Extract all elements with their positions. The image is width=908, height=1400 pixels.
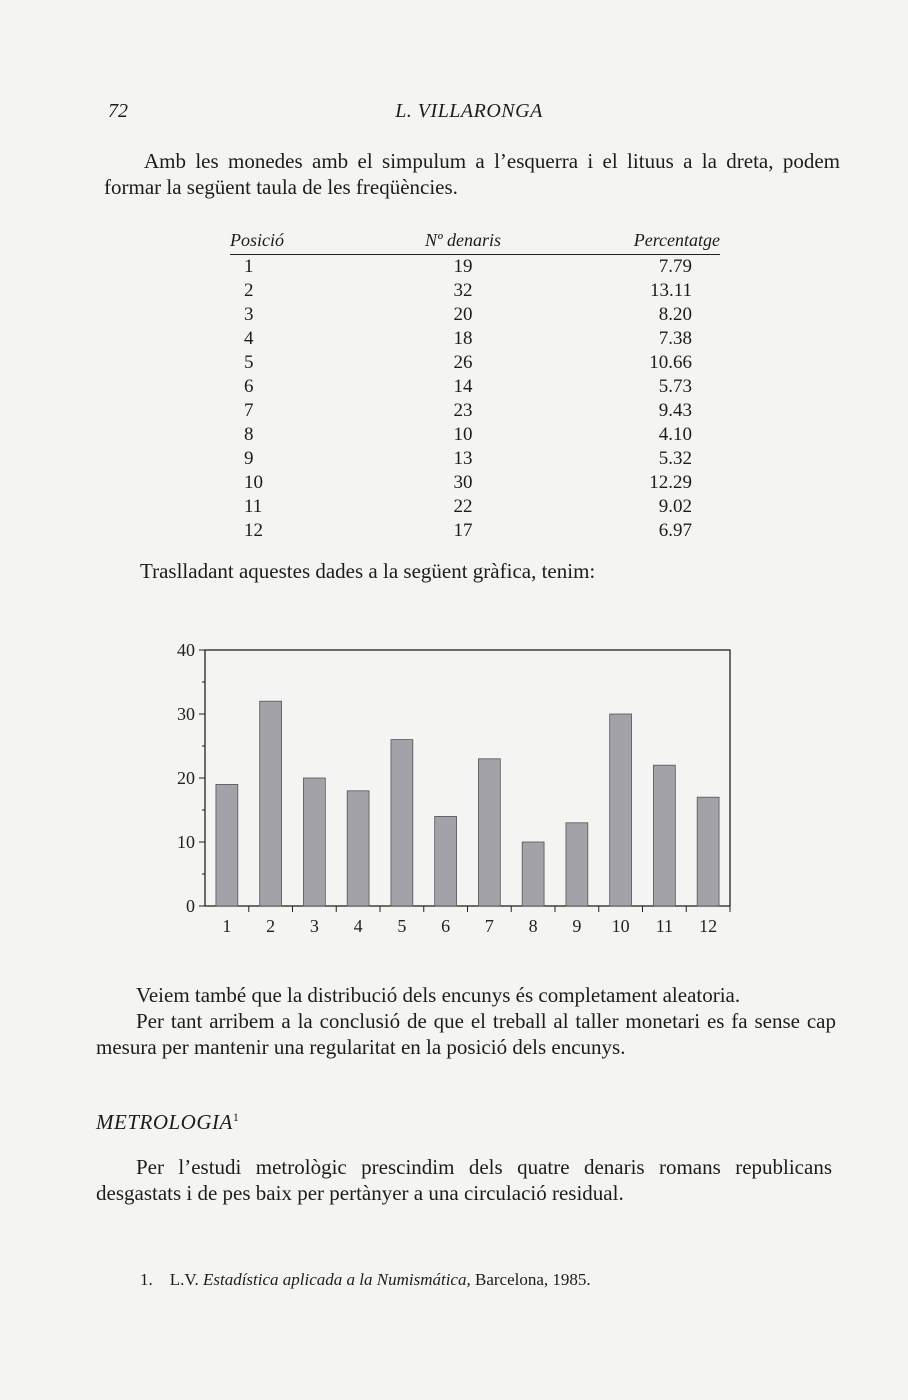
- cell-denarii: 26: [453, 352, 473, 373]
- running-header-author: L. VILLARONGA: [395, 100, 543, 122]
- column-header-percentage: Percentatge: [562, 228, 720, 255]
- intro-paragraph: Amb les monedes amb el simpulum a l’esquerra i el lituus a la dreta, podem formar la següent taula de les freqüències.: [104, 149, 840, 199]
- cell-position: 6: [244, 376, 254, 397]
- cell-denarii: 30: [453, 472, 473, 493]
- y-tick-label: 30: [177, 704, 195, 724]
- cell-percentage: 7.79: [658, 256, 692, 277]
- cell-denarii: 13: [453, 448, 473, 469]
- conclusion-line-1: Veiem també que la distribució dels encunys és completament aleatoria.: [136, 983, 741, 1007]
- table-header-row: [230, 228, 720, 255]
- cell-percentage: 13.11: [649, 280, 692, 301]
- table-row: [230, 279, 720, 303]
- cell-position: 1: [244, 256, 254, 277]
- footnote-title: Estadística aplicada a la Numismática,: [202, 1270, 471, 1289]
- cell-denarii: 18: [453, 328, 473, 349]
- table-row: [230, 519, 720, 543]
- table-body: [230, 255, 720, 544]
- cell-position: 11: [244, 496, 263, 517]
- bar: [610, 714, 632, 906]
- x-tick-label: 6: [441, 916, 451, 936]
- cell-percentage: 7.38: [658, 328, 692, 349]
- x-tick-label: 4: [353, 916, 363, 936]
- x-tick-label: 9: [572, 916, 582, 936]
- x-tick-label: 3: [309, 916, 319, 936]
- x-tick-label: 8: [528, 916, 538, 936]
- cell-position: 7: [244, 400, 254, 421]
- cell-denarii: 14: [453, 376, 473, 397]
- footnote: [140, 1270, 591, 1290]
- table-row: [230, 255, 720, 280]
- y-tick-label: 0: [186, 896, 195, 916]
- cell-position: 9: [244, 448, 254, 469]
- bar: [478, 759, 500, 906]
- bar: [391, 740, 413, 906]
- bar: [653, 765, 675, 906]
- table-row: [230, 375, 720, 399]
- cell-position: 12: [244, 520, 263, 541]
- x-tick-label: 7: [484, 916, 494, 936]
- bar: [522, 842, 544, 906]
- cell-position: 3: [244, 304, 254, 325]
- footnote-number: 1.: [140, 1270, 153, 1289]
- x-tick-label: 5: [397, 916, 407, 936]
- cell-percentage: 9.02: [658, 496, 692, 517]
- page-number: 72: [108, 100, 128, 122]
- x-tick-label: 12: [699, 916, 718, 936]
- cell-percentage: 4.10: [658, 424, 692, 445]
- cell-position: 10: [244, 472, 263, 493]
- footnote-author: L.V.: [169, 1270, 199, 1289]
- y-tick-label: 10: [177, 832, 195, 852]
- bar: [216, 784, 238, 906]
- section-heading: [96, 1110, 239, 1135]
- table-row: [230, 327, 720, 351]
- cell-percentage: 5.32: [658, 448, 692, 469]
- cell-position: 5: [244, 352, 254, 373]
- cell-denarii: 23: [453, 400, 473, 421]
- cell-position: 4: [244, 328, 254, 349]
- cell-percentage: 9.43: [658, 400, 692, 421]
- metrology-paragraph: Per l’estudi metrològic prescindim dels quatre denaris romans republicans desgastats i de pes baix per pertànyer a una circulació residual.: [96, 1155, 832, 1205]
- cell-denarii: 10: [453, 424, 473, 445]
- bar: [347, 791, 369, 906]
- column-header-position: Posició: [230, 228, 364, 255]
- section-title: METROLOGIA: [96, 1110, 233, 1134]
- cell-denarii: 20: [453, 304, 473, 325]
- table-row: [230, 423, 720, 447]
- bar: [303, 778, 325, 906]
- cell-percentage: 10.66: [649, 352, 692, 373]
- cell-denarii: 32: [453, 280, 473, 301]
- footnote-reference: 1: [232, 1110, 240, 1124]
- footnote-rest: Barcelona, 1985.: [474, 1270, 591, 1289]
- bar: [260, 701, 282, 906]
- cell-denarii: 19: [453, 256, 473, 277]
- conclusion-paragraph: [96, 982, 836, 1060]
- cell-denarii: 17: [453, 520, 473, 541]
- bar: [697, 797, 719, 906]
- table-row: [230, 399, 720, 423]
- x-tick-label: 1: [222, 916, 232, 936]
- table-row: [230, 351, 720, 375]
- plot-frame: [205, 650, 730, 906]
- y-tick-label: 40: [177, 640, 195, 660]
- x-tick-label: 10: [611, 916, 630, 936]
- x-tick-label: 2: [266, 916, 276, 936]
- x-tick-label: 11: [655, 916, 674, 936]
- conclusion-line-2: Per tant arribem a la conclusió de que el treball al taller monetari es fa sense cap mesura per mantenir una regularitat en la posició dels encunys.: [96, 1009, 836, 1059]
- table-row: [230, 447, 720, 471]
- cell-percentage: 6.97: [658, 520, 692, 541]
- bar: [435, 816, 457, 906]
- cell-position: 2: [244, 280, 254, 301]
- cell-percentage: 12.29: [649, 472, 692, 493]
- column-header-denarii: Nº denaris: [364, 228, 562, 255]
- bar: [566, 823, 588, 906]
- bar-chart: [160, 630, 750, 950]
- table-row: [230, 471, 720, 495]
- cell-percentage: 8.20: [658, 304, 692, 325]
- table-row: [230, 303, 720, 327]
- cell-percentage: 5.73: [658, 376, 692, 397]
- cell-position: 8: [244, 424, 254, 445]
- transition-paragraph: Traslladant aquestes dades a la següent gràfica, tenim:: [140, 559, 596, 583]
- cell-denarii: 22: [453, 496, 473, 517]
- table-row: [230, 495, 720, 519]
- y-tick-label: 20: [177, 768, 195, 788]
- frequency-table: [230, 228, 720, 543]
